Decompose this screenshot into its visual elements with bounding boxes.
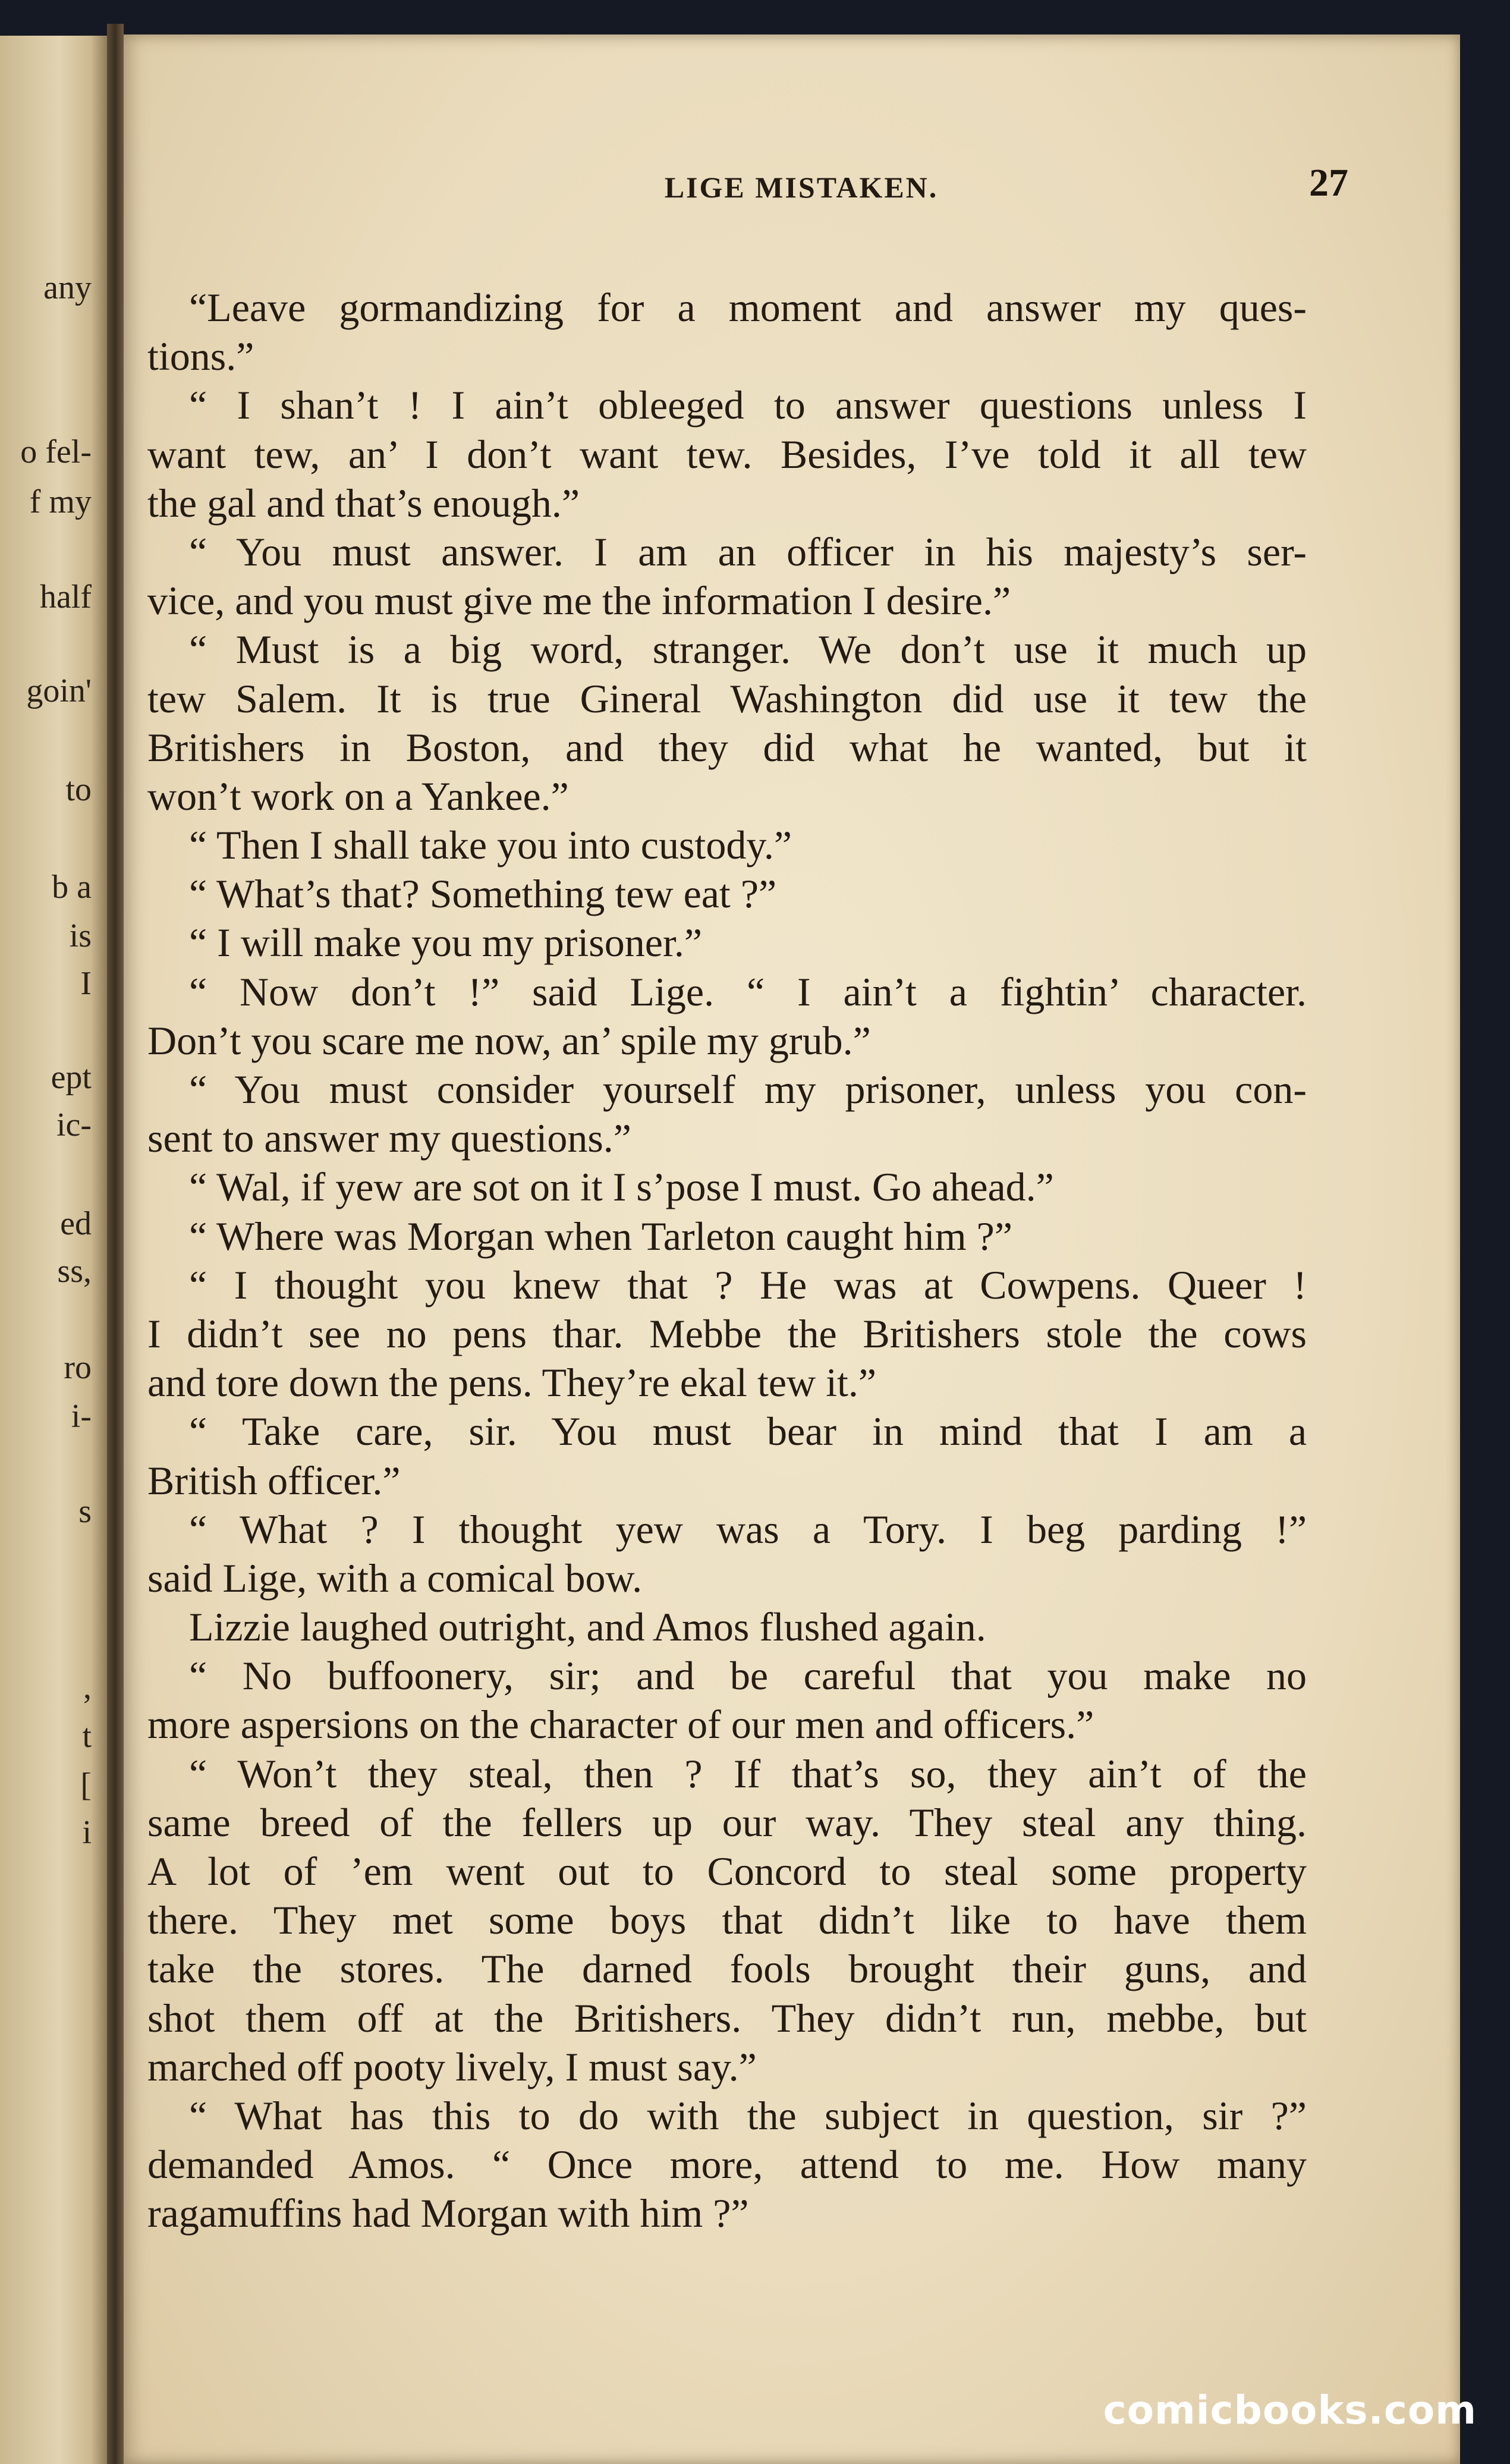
text-line: ragamuffins had Morgan with him ?” bbox=[147, 2190, 749, 2236]
left-page-fragment: i bbox=[82, 1814, 92, 1851]
left-page-fragment: ss, bbox=[57, 1253, 92, 1290]
text-line: Lizzie laughed outright, and Amos flushed again. bbox=[189, 1604, 986, 1650]
text-line: “ What’s that? Something tew eat ?” bbox=[189, 871, 777, 917]
text-line: “ Where was Morgan when Tarleton caught him ?” bbox=[189, 1213, 1013, 1259]
left-page-fragment: I bbox=[80, 965, 92, 1002]
text-line: vice, and you must give me the information I desire.” bbox=[147, 578, 1011, 624]
left-page-fragment: any bbox=[43, 269, 92, 306]
text-line: take the stores. The darned fools brought their guns, and bbox=[147, 1946, 1307, 1992]
text-line: shot them off at the Britishers. They didn’t run, mebbe, but bbox=[147, 1995, 1307, 2041]
text-line: “ I shan’t ! I ain’t obleeged to answer questions unless I bbox=[189, 382, 1307, 428]
text-line: “ Must is a big word, stranger. We don’t use it much up bbox=[189, 627, 1307, 672]
text-line: “ What ? I thought yew was a Tory. I beg parding !” bbox=[189, 1506, 1307, 1552]
body-text bbox=[147, 283, 1307, 2238]
left-page-fragment: b a bbox=[52, 869, 92, 906]
left-page-fragment: i- bbox=[71, 1398, 92, 1435]
text-line: said Lige, with a comical bow. bbox=[147, 1555, 643, 1601]
left-facing-page bbox=[0, 36, 107, 2464]
left-page-fragment: ept bbox=[51, 1059, 92, 1096]
text-line: “Leave gormandizing for a moment and answer my ques- bbox=[189, 285, 1307, 330]
left-page-fragment: o fel- bbox=[20, 433, 92, 470]
text-line: marched off pooty lively, I must say.” bbox=[147, 2044, 757, 2089]
left-page-fragment: is bbox=[69, 917, 92, 954]
text-line: “ No buffoonery, sir; and be careful that you make no bbox=[189, 1653, 1307, 1699]
text-line: more aspersions on the character of our men and officers.” bbox=[147, 1702, 1094, 1748]
text-line: same breed of the fellers up our way. They steal any thing. bbox=[147, 1799, 1307, 1845]
left-page-fragment: f my bbox=[29, 483, 92, 520]
book-gutter bbox=[107, 24, 124, 2464]
text-line: I didn’t see no pens thar. Mebbe the Britishers stole the cows bbox=[147, 1310, 1307, 1356]
text-line: “ Then I shall take you into custody.” bbox=[189, 822, 792, 868]
text-line: British officer.” bbox=[147, 1457, 401, 1503]
text-line: “ Wal, if yew are sot on it I s’pose I must. Go ahead.” bbox=[189, 1164, 1054, 1210]
text-line: tions.” bbox=[147, 334, 254, 379]
text-line: “ Now don’t !” said Lige. “ I ain’t a fightin’ character. bbox=[189, 969, 1307, 1014]
book-page bbox=[124, 34, 1460, 2464]
left-page-fragment: ic- bbox=[56, 1107, 92, 1143]
text-line: “ You must consider yourself my prisoner, unless you con- bbox=[189, 1067, 1307, 1112]
text-line: “ Won’t they steal, then ? If that’s so, they ain’t of the bbox=[189, 1750, 1307, 1796]
text-line: “ What has this to do with the subject in question, sir ?” bbox=[189, 2092, 1307, 2138]
text-line: the gal and that’s enough.” bbox=[147, 480, 580, 526]
text-line: “ I will make you my prisoner.” bbox=[189, 920, 703, 966]
left-page-fragment: , bbox=[83, 1669, 92, 1706]
left-page-fragment: ro bbox=[64, 1349, 92, 1386]
left-page-fragment: [ bbox=[80, 1767, 92, 1803]
text-line: and tore down the pens. They’re ekal tew it.” bbox=[147, 1360, 877, 1406]
left-page-fragment: t bbox=[82, 1718, 92, 1755]
left-page-fragment: s bbox=[78, 1493, 92, 1530]
left-page-fragment: to bbox=[65, 771, 92, 808]
running-head: LIGE MISTAKEN. bbox=[664, 171, 939, 204]
text-line: won’t work on a Yankee.” bbox=[147, 773, 569, 819]
text-line: “ You must answer. I am an officer in his majesty’s ser- bbox=[189, 529, 1307, 574]
text-line: A lot of ’em went out to Concord to steal some property bbox=[147, 1849, 1307, 1894]
text-line: sent to answer my questions.” bbox=[147, 1115, 631, 1161]
text-line: want tew, an’ I don’t want tew. Besides, I’ve told it all tew bbox=[147, 431, 1307, 477]
left-page-fragment: goin' bbox=[26, 672, 92, 709]
text-line: Don’t you scare me now, an’ spile my grub.” bbox=[147, 1017, 871, 1063]
text-line: demanded Amos. “ Once more, attend to me. How many bbox=[147, 2142, 1307, 2188]
watermark: comicbooks.com bbox=[1103, 2387, 1477, 2433]
text-line: tew Salem. It is true Gineral Washington did use it tew the bbox=[147, 675, 1307, 721]
text-line: “ Take care, sir. You must bear in mind that I am a bbox=[189, 1409, 1307, 1454]
text-line: Britishers in Boston, and they did what he wanted, but it bbox=[147, 724, 1307, 770]
page-number: 27 bbox=[1309, 161, 1348, 205]
left-page-fragment: half bbox=[39, 579, 92, 615]
text-line: “ I thought you knew that ? He was at Cowpens. Queer ! bbox=[189, 1262, 1307, 1308]
text-line: there. They met some boys that didn’t like to have them bbox=[147, 1897, 1307, 1943]
left-page-fragment: ed bbox=[60, 1205, 92, 1242]
